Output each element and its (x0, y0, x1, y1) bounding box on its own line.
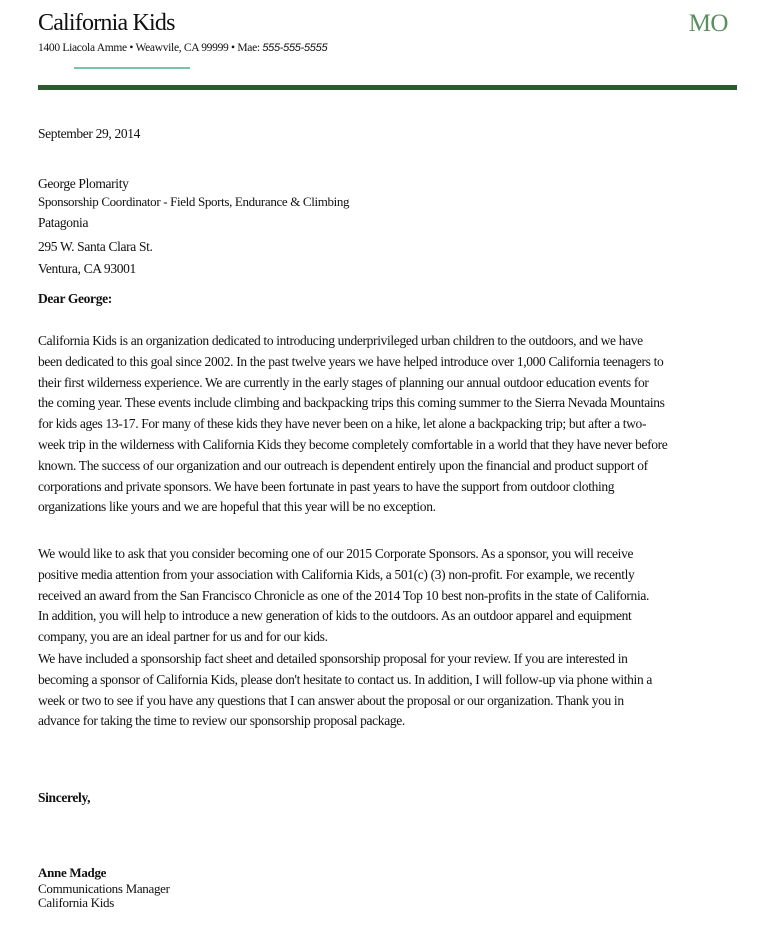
monogram: MO (688, 10, 728, 37)
line: known. The success of our organization and our outreach is dependent entirely upon the financial and product support of (38, 457, 648, 473)
org-name: California Kids (38, 10, 175, 36)
line: California Kids is an organization dedicated to introducing underprivileged urban children to the outdoors, and we have (38, 333, 643, 348)
signer-name: Anne Madge (38, 865, 107, 880)
org-address (38, 42, 327, 54)
address-text: 1400 Liacola Amme • Weawvile, CA 99999 • Mae: (38, 42, 260, 54)
line: We would like to ask that you consider becoming one of our 2015 Corporate Sponsors. As a sponsor, you will receive (38, 546, 634, 561)
line: received an award from the San Francisco Chronicle as one of the 2014 Top 10 best non-profits in the state of California. (38, 587, 650, 603)
line: company, you are an ideal partner for us and for our kids. (38, 629, 328, 645)
closing: Sincerely, (38, 790, 91, 805)
line: the coming year. These events include climbing and backpacking trips this coming summer to the Sierra Nevada Mountains (38, 395, 665, 411)
line: been dedicated to this goal since 2002. In the past twelve years we have helped introduce over 1,000 California teenagers to (38, 353, 664, 369)
accent-line (74, 67, 190, 69)
line: positive media attention from your association with California Kids, a 501(c) (3) non-profit. For example, we recently (38, 566, 635, 582)
header-rule (38, 85, 737, 90)
line: their first wilderness experience. We are currently in the early stages of planning our annual outdoor education events for (38, 374, 649, 390)
paragraph-3 (38, 649, 742, 732)
line: In addition, you will help to introduce a new generation of kids to the outdoors. As an outdoor apparel and equipment (38, 608, 632, 624)
signer-org: California Kids (38, 895, 115, 910)
phone: 555-555-5555 (262, 42, 328, 54)
line: advance for taking the time to review our sponsorship proposal package. (38, 713, 405, 729)
paragraph-1 (38, 331, 742, 518)
recipient-street: 295 W. Santa Clara St. (38, 239, 153, 254)
recipient-name: George Plomarity (38, 176, 129, 191)
salutation: Dear George: (38, 291, 112, 306)
line: becoming a sponsor of California Kids, please don't hesitate to contact us. In addition, I will follow-up via phone within a (38, 671, 653, 687)
line: for kids ages 13-17. For many of these kids they have never been on a hike, let alone a backpacking trip; but after a two- (38, 416, 647, 432)
signer-title: Communications Manager (38, 881, 170, 896)
line: week trip in the wilderness with California Kids they become completely comfortable in a world that they have never before (38, 436, 668, 452)
letter-date: September 29, 2014 (38, 126, 141, 141)
line: organizations like yours and we are hopeful that this year will be no exception. (38, 499, 436, 515)
line: week or two to see if you have any questions that I can answer about the proposal or our organization. Thank you in (38, 692, 624, 708)
recipient-city: Ventura, CA 93001 (38, 261, 136, 276)
paragraph-2 (38, 544, 742, 648)
line: We have included a sponsorship fact sheet and detailed sponsorship proposal for your review. If you are interested in (38, 651, 628, 666)
recipient-title: Sponsorship Coordinator - Field Sports, Endurance & Climbing (38, 194, 350, 209)
line: corporations and private sponsors. We have been fortunate in past years to have the support from outdoor clothing (38, 478, 615, 494)
recipient-company: Patagonia (38, 215, 89, 230)
